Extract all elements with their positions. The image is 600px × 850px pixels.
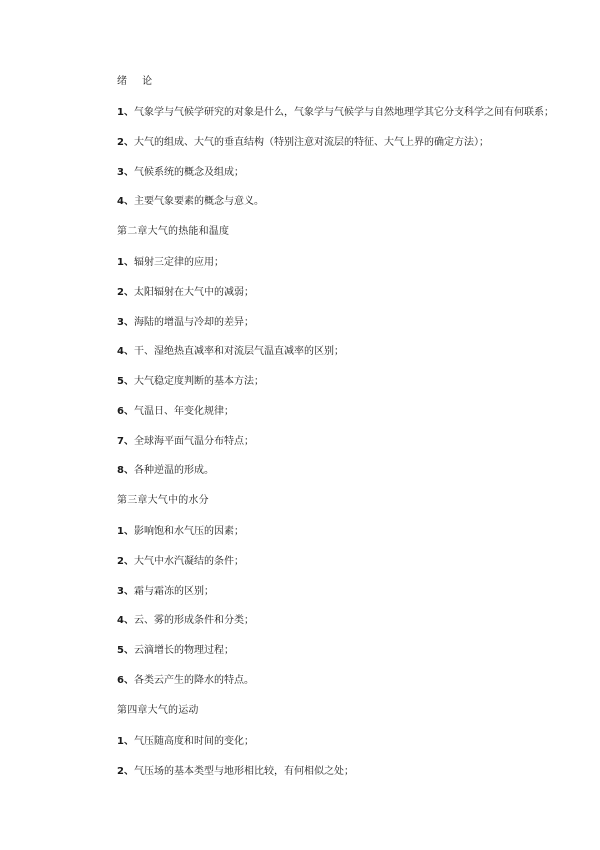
item-number: 4、 xyxy=(117,196,134,207)
section-heading-chapter2: 第二章大气的热能和温度 xyxy=(117,226,230,237)
item-text: 影响饱和水气压的因素； xyxy=(133,526,244,537)
item-text: 气压场的基本类型与地形相比较，有何相似之处； xyxy=(133,766,354,777)
list-item xyxy=(117,614,580,628)
list-item xyxy=(117,674,580,688)
item-number: 1、 xyxy=(117,257,134,268)
list-item xyxy=(117,464,580,478)
item-text: 云、雾的形成条件和分类； xyxy=(133,615,254,626)
section-heading-chapter3: 第三章大气中的水分 xyxy=(117,495,209,506)
item-text: 太阳辐射在大气中的减弱； xyxy=(133,287,254,298)
item-number: 2、 xyxy=(117,556,134,567)
item-number: 5、 xyxy=(117,376,134,387)
item-number: 2、 xyxy=(117,766,134,777)
list-item xyxy=(117,765,580,779)
item-number: 3、 xyxy=(117,167,134,178)
item-number: 1、 xyxy=(117,107,134,118)
section-heading-intro: 绪 论 xyxy=(117,76,159,87)
item-number: 1、 xyxy=(117,526,134,537)
list-item xyxy=(117,286,580,300)
list-item xyxy=(117,256,580,270)
list-item xyxy=(117,166,580,180)
item-text: 大气中水汽凝结的条件； xyxy=(133,556,244,567)
item-number: 2、 xyxy=(117,137,134,148)
list-item xyxy=(117,435,580,449)
item-number: 6、 xyxy=(117,675,134,686)
list-item xyxy=(117,525,580,539)
item-number: 5、 xyxy=(117,645,134,656)
item-text: 大气稳定度判断的基本方法； xyxy=(133,376,264,387)
section-heading-chapter4: 第四章大气的运动 xyxy=(117,705,199,716)
item-text: 大气的组成、大气的垂直结构（特别注意对流层的特征、大气上界的确定方法）； xyxy=(133,137,489,148)
list-item xyxy=(117,345,580,359)
list-item xyxy=(117,735,580,749)
item-number: 8、 xyxy=(117,465,134,476)
item-text: 气温日、年变化规律； xyxy=(133,406,234,417)
list-item xyxy=(117,555,580,569)
item-text: 全球海平面气温分布特点； xyxy=(133,436,254,447)
list-item xyxy=(117,106,580,120)
list-item xyxy=(117,585,580,599)
item-text: 各种逆温的形成。 xyxy=(133,465,214,476)
item-text: 霜与霜冻的区别； xyxy=(133,586,214,597)
list-item xyxy=(117,375,580,389)
item-text: 干、湿绝热直减率和对流层气温直减率的区别； xyxy=(133,346,344,357)
list-item xyxy=(117,316,580,330)
list-item xyxy=(117,136,580,150)
item-number: 6、 xyxy=(117,406,134,417)
item-text: 辐射三定律的应用； xyxy=(133,257,224,268)
item-number: 7、 xyxy=(117,436,134,447)
item-text: 主要气象要素的概念与意义。 xyxy=(133,196,264,207)
item-number: 2、 xyxy=(117,287,134,298)
list-item xyxy=(117,644,580,658)
item-number: 1、 xyxy=(117,736,134,747)
item-text: 气候系统的概念及组成； xyxy=(133,167,244,178)
item-text: 海陆的增温与冷却的差异； xyxy=(133,317,254,328)
item-number: 4、 xyxy=(117,346,134,357)
item-text: 各类云产生的降水的特点。 xyxy=(133,675,254,686)
item-number: 3、 xyxy=(117,317,134,328)
item-text: 云滴增长的物理过程； xyxy=(133,645,234,656)
item-number: 3、 xyxy=(117,586,134,597)
item-number: 4、 xyxy=(117,615,134,626)
item-text: 气压随高度和时间的变化； xyxy=(133,736,254,747)
list-item xyxy=(117,195,580,209)
item-text: 气象学与气候学研究的对象是什么，气象学与气候学与自然地理学其它分支科学之间有何联系； xyxy=(133,107,554,118)
list-item xyxy=(117,405,580,419)
